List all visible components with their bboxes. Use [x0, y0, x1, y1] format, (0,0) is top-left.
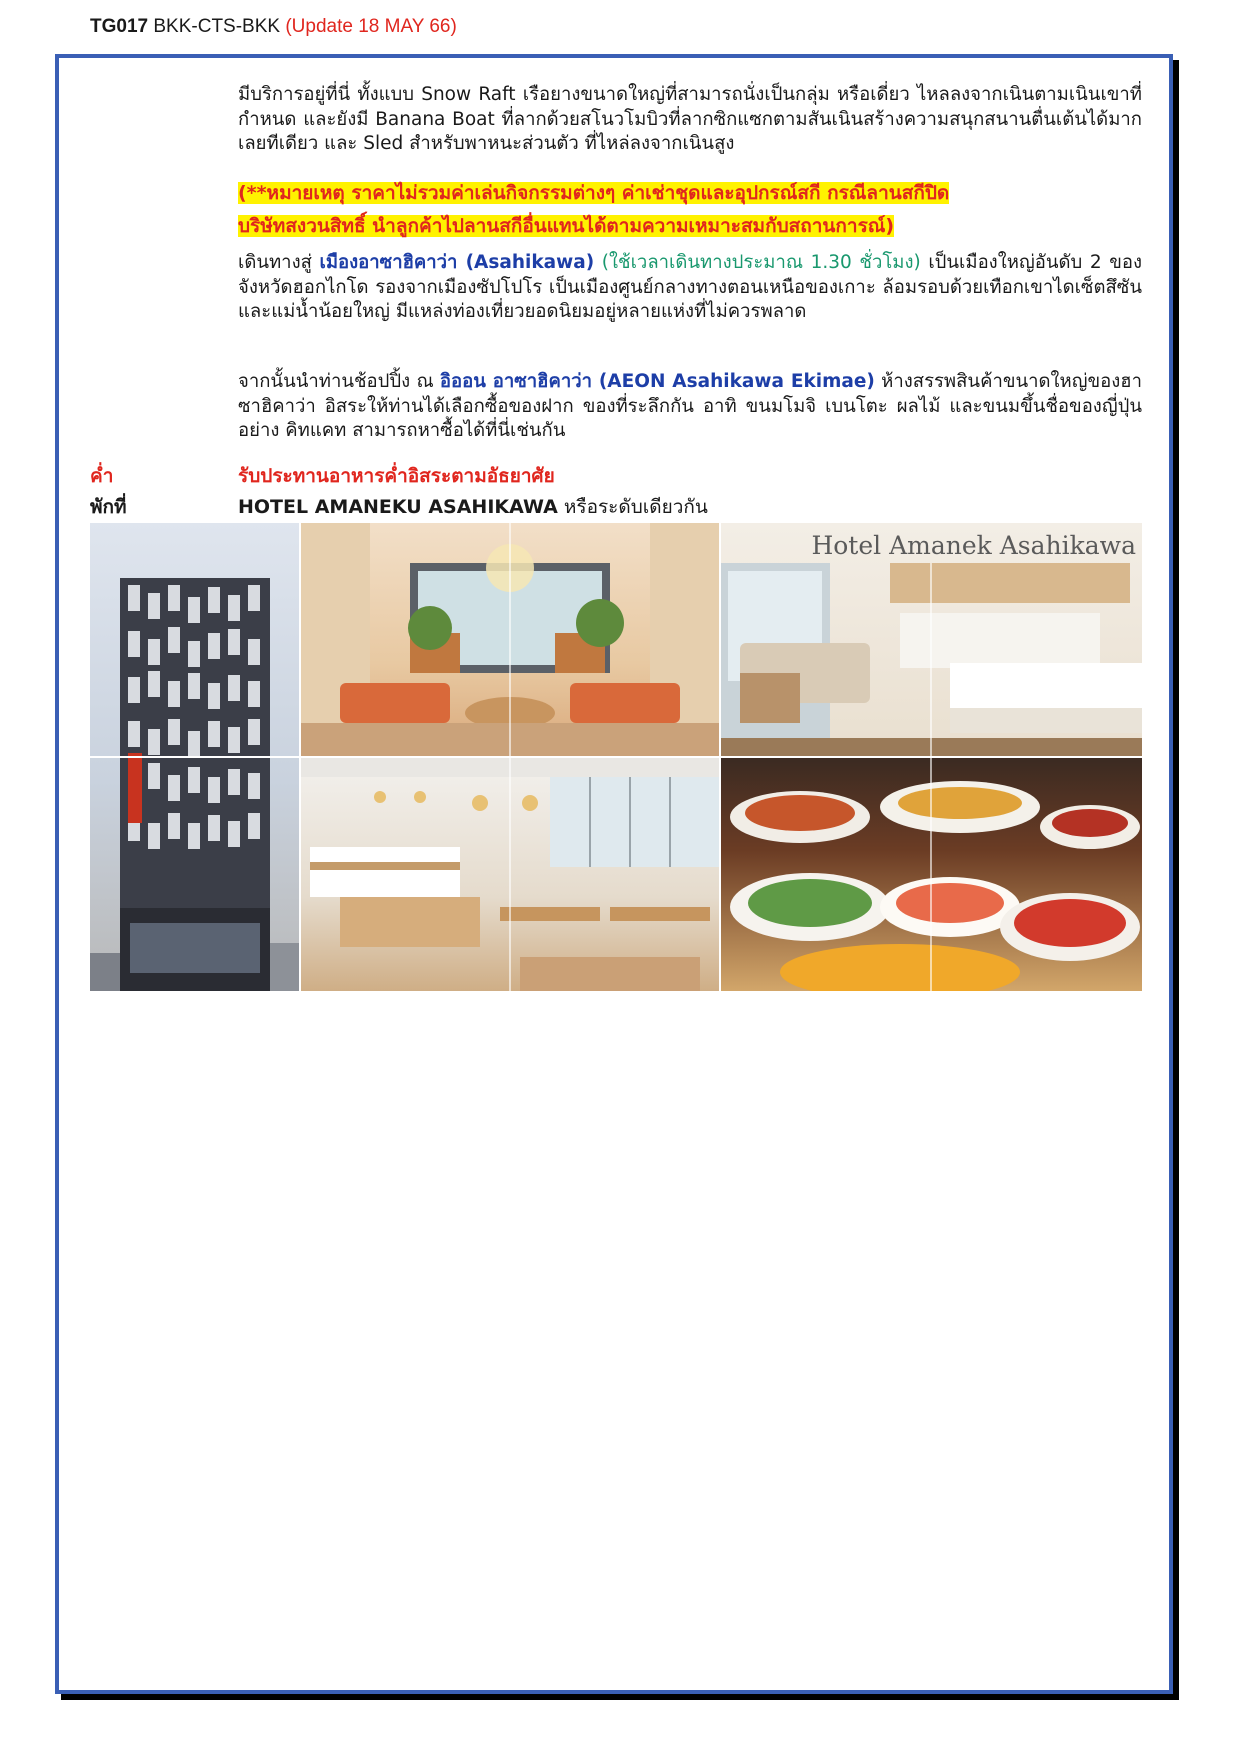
- stay-text: [238, 492, 708, 522]
- remark-line-1: (**หมายเหตุ ราคาไม่รวมค่าเล่นกิจกรรมต่างๆ ค่าเช่าชุดและอุปกรณ์สกี กรณีลานสกีปิด: [238, 182, 950, 204]
- asahikawa-description: เป็นเมืองใหญ่อันดับ 2 ของจังหวัดฮอกไกโด รองจากเมืองซัปโปโร เป็นเมืองศูนย์กลางทางตอนเหนือของเกาะ ล้อมรอบด้วยเทือกเขาไดเซ็ตสึซันและแม่น้ำน้อยใหญ่ มีแหล่งท่องเที่ยวยอดนิยมอยู่หลายแห่งที่ไม่ควรพลาด: [238, 252, 1142, 323]
- asahikawa-prefix: เดินทางสู่: [238, 252, 320, 273]
- dinner-label: ค่ำ: [90, 465, 114, 487]
- hotel-name: HOTEL AMANEKU ASAHIKAWA: [238, 496, 558, 518]
- tour-code: TG017: [90, 16, 149, 37]
- route: BKK-CTS-BKK: [153, 16, 281, 37]
- travel-time: (ใช้เวลาเดินทางประมาณ 1.30 ชั่วโมง): [594, 252, 921, 273]
- update-note: (Update 18 MAY 66): [285, 16, 457, 37]
- stay-label: พักที่: [90, 496, 127, 518]
- aeon-description: ห้างสรรพสินค้าขนาดใหญ่ของฮาซาฮิคาว่า อิสระให้ท่านได้เลือกซื้อของฝาก ของที่ระลึกกัน อาทิ ขนมโมจิ เบนโตะ ผลไม้ และขนมขึ้นชื่อของญี่ปุ่น อย่าง คิทแคท สามารถหาซื้อได้ที่นี่เช่นกัน: [238, 371, 1142, 442]
- hotel-suffix: หรือระดับเดียวกัน: [557, 496, 708, 518]
- aeon-place: อิออน อาซาฮิคาว่า (AEON Asahikawa Ekimae): [439, 371, 875, 392]
- page-header: [90, 16, 457, 38]
- asahikawa-paragraph: [238, 251, 1142, 325]
- remark-line-2: บริษัทสงวนสิทธิ์ นำลูกค้าไปลานสกีอื่นแทนได้ตามความเหมาะสมกับสถานการณ์): [238, 215, 895, 237]
- activity-paragraph: มีบริการอยู่ที่นี่ ทั้งแบบ Snow Raft เรือยางขนาดใหญ่ที่สามารถนั่งเป็นกลุ่ม หรือเดี่ยว ไหลลงจากเนินตามเนินเขาที่กำหนด และยังมี Banana Boat ที่ลากด้วยสโนวโมบิวที่ลากซิกแซกตามสันเนินสร้างความสนุกสนานตื่นเต้นได้มากเลยทีเดียว และ Sled สำหรับพาหนะส่วนตัว ที่ไหล่ลงจากเนินสูง: [238, 84, 1142, 155]
- asahikawa-city: เมืองอาซาฮิคาว่า (Asahikawa): [319, 252, 595, 273]
- aeon-prefix: จากนั้นนำท่านช้อปปิ้ง ณ: [238, 371, 440, 392]
- remark-note: [238, 177, 1142, 243]
- hotel-name-caption: Hotel Amanek Asahikawa: [811, 531, 1136, 560]
- aeon-paragraph: [238, 370, 1142, 444]
- hotel-photo-collage: [90, 523, 1142, 991]
- dinner-text: รับประทานอาหารค่ำอิสระตามอัธยาศัย: [238, 465, 555, 487]
